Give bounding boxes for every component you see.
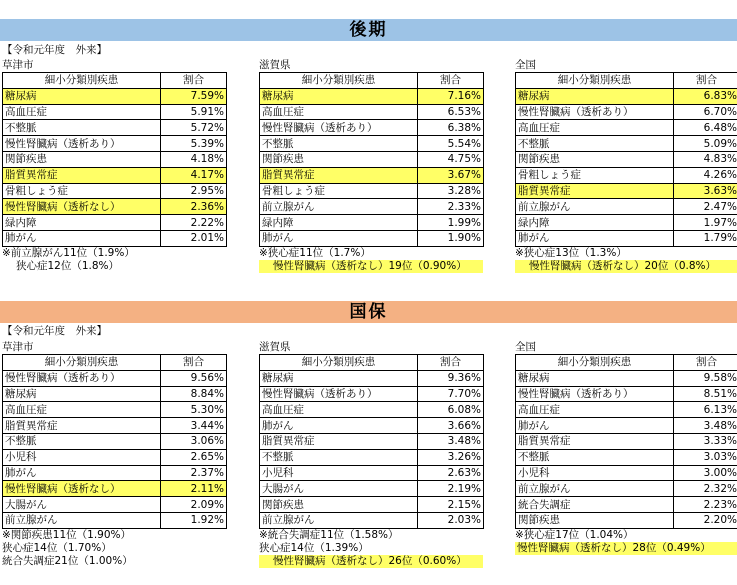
disease-name: 高血圧症 <box>516 120 674 136</box>
disease-name: 前立腺がん <box>516 481 674 497</box>
table-row <box>3 512 227 528</box>
disease-ratio: 2.95% <box>161 183 227 199</box>
table-row <box>516 497 737 513</box>
table-row <box>516 183 737 199</box>
block-national <box>515 341 737 555</box>
header-disease: 細小分類別疾患 <box>3 73 161 89</box>
table-row <box>516 167 737 183</box>
disease-name: 肺がん <box>516 418 674 434</box>
disease-name: 不整脈 <box>260 136 418 152</box>
table-row <box>260 386 484 402</box>
footnote: ※前立腺がん11位（1.9%） <box>2 246 135 259</box>
disease-ratio: 7.70% <box>418 386 484 402</box>
table-row <box>260 151 484 167</box>
block-kusatsu <box>2 59 226 273</box>
footnote: ※統合失調症11位（1.58%） <box>259 528 399 541</box>
disease-name: 不整脈 <box>3 433 161 449</box>
disease-ratio: 3.03% <box>674 449 737 465</box>
disease-ratio: 3.63% <box>674 183 737 199</box>
table-header-row <box>3 73 227 89</box>
footnote: 狭心症12位（1.8%） <box>16 259 120 272</box>
disease-name: 慢性腎臓病（透析あり） <box>516 386 674 402</box>
period-label: 【令和元年度 外来】 <box>2 325 107 337</box>
region-label: 草津市 <box>2 59 34 71</box>
table-row <box>260 88 484 104</box>
disease-ratio: 2.15% <box>418 497 484 513</box>
disease-name: 関節疾患 <box>3 151 161 167</box>
disease-ratio: 2.03% <box>418 512 484 528</box>
disease-name: 高血圧症 <box>3 104 161 120</box>
footnote: 狭心症14位（1.39%） <box>259 541 369 554</box>
footnote: 慢性腎臓病（透析なし）20位（0.8%） <box>515 260 737 273</box>
table-row <box>516 151 737 167</box>
disease-ratio: 7.16% <box>418 88 484 104</box>
disease-name: 糖尿病 <box>260 88 418 104</box>
disease-ratio: 2.63% <box>418 465 484 481</box>
table-row <box>260 120 484 136</box>
table-row <box>516 370 737 386</box>
disease-name: 高血圧症 <box>260 402 418 418</box>
table-row <box>516 481 737 497</box>
section-title-kokuho: 国保 <box>0 301 737 323</box>
disease-ratio: 1.97% <box>674 215 737 231</box>
table-row <box>3 465 227 481</box>
disease-table <box>515 72 737 247</box>
disease-name: 肺がん <box>260 418 418 434</box>
disease-ratio: 9.36% <box>418 370 484 386</box>
disease-name: 関節疾患 <box>516 512 674 528</box>
disease-name: 糖尿病 <box>516 88 674 104</box>
disease-name: 糖尿病 <box>516 370 674 386</box>
disease-ratio: 4.75% <box>418 151 484 167</box>
disease-table <box>2 354 227 529</box>
table-header-row <box>516 73 737 89</box>
disease-ratio: 1.92% <box>161 512 227 528</box>
disease-name: 慢性腎臓病（透析あり） <box>3 136 161 152</box>
table-row <box>260 104 484 120</box>
disease-table <box>2 72 227 247</box>
disease-ratio: 1.99% <box>418 215 484 231</box>
disease-ratio: 2.22% <box>161 215 227 231</box>
disease-name: 糖尿病 <box>260 370 418 386</box>
disease-name: 肺がん <box>260 230 418 246</box>
disease-name: 慢性腎臓病（透析あり） <box>260 120 418 136</box>
footnote: 統合失調症21位（1.00%） <box>2 554 133 567</box>
disease-ratio: 4.83% <box>674 151 737 167</box>
disease-ratio: 3.26% <box>418 449 484 465</box>
region-label: 全国 <box>515 341 536 353</box>
disease-name: 慢性腎臓病（透析あり） <box>260 386 418 402</box>
disease-name: 緑内障 <box>516 215 674 231</box>
disease-name: 小児科 <box>260 465 418 481</box>
disease-name: 脂質異常症 <box>260 433 418 449</box>
disease-ratio: 2.19% <box>418 481 484 497</box>
table-row <box>516 386 737 402</box>
table-header-row <box>516 355 737 371</box>
table-row <box>3 481 227 497</box>
table-row <box>516 418 737 434</box>
disease-name: 関節疾患 <box>260 151 418 167</box>
disease-name: 大腸がん <box>3 497 161 513</box>
disease-name: 肺がん <box>516 230 674 246</box>
disease-name: 関節疾患 <box>516 151 674 167</box>
table-row <box>3 418 227 434</box>
table-row <box>516 512 737 528</box>
disease-ratio: 9.58% <box>674 370 737 386</box>
disease-ratio: 5.39% <box>161 136 227 152</box>
disease-ratio: 8.84% <box>161 386 227 402</box>
table-row <box>260 402 484 418</box>
disease-name: 不整脈 <box>3 120 161 136</box>
header-ratio: 割合 <box>418 73 484 89</box>
disease-ratio: 2.32% <box>674 481 737 497</box>
disease-ratio: 2.47% <box>674 199 737 215</box>
disease-ratio: 2.65% <box>161 449 227 465</box>
table-row <box>260 167 484 183</box>
region-label: 草津市 <box>2 341 34 353</box>
disease-name: 緑内障 <box>260 215 418 231</box>
header-ratio: 割合 <box>161 73 227 89</box>
disease-name: 関節疾患 <box>260 497 418 513</box>
disease-ratio: 6.53% <box>418 104 484 120</box>
table-row <box>260 215 484 231</box>
disease-ratio: 2.23% <box>674 497 737 513</box>
disease-name: 高血圧症 <box>3 402 161 418</box>
header-ratio: 割合 <box>418 355 484 371</box>
disease-ratio: 3.67% <box>418 167 484 183</box>
disease-ratio: 3.28% <box>418 183 484 199</box>
table-row <box>3 402 227 418</box>
disease-name: 肺がん <box>3 230 161 246</box>
disease-name: 統合失調症 <box>516 497 674 513</box>
table-row <box>516 230 737 246</box>
disease-ratio: 4.17% <box>161 167 227 183</box>
disease-name: 不整脈 <box>516 136 674 152</box>
block-shiga <box>259 59 483 273</box>
table-row <box>516 433 737 449</box>
disease-ratio: 2.11% <box>161 481 227 497</box>
region-label: 滋賀県 <box>259 59 291 71</box>
disease-name: 肺がん <box>3 465 161 481</box>
table-row <box>516 120 737 136</box>
footnote: ※関節疾患11位（1.90%） <box>2 528 132 541</box>
table-row <box>3 151 227 167</box>
disease-ratio: 5.91% <box>161 104 227 120</box>
table-row <box>3 104 227 120</box>
disease-name: 骨粗しょう症 <box>260 183 418 199</box>
table-header-row <box>260 73 484 89</box>
disease-name: 不整脈 <box>516 449 674 465</box>
disease-name: 大腸がん <box>260 481 418 497</box>
disease-ratio: 6.70% <box>674 104 737 120</box>
disease-name: 脂質異常症 <box>516 433 674 449</box>
table-row <box>3 449 227 465</box>
table-row <box>260 183 484 199</box>
disease-ratio: 7.59% <box>161 88 227 104</box>
period-label: 【令和元年度 外来】 <box>2 44 107 56</box>
disease-table <box>259 354 484 529</box>
disease-ratio: 3.66% <box>418 418 484 434</box>
disease-name: 骨粗しょう症 <box>3 183 161 199</box>
disease-name: 前立腺がん <box>3 512 161 528</box>
disease-ratio: 6.13% <box>674 402 737 418</box>
disease-name: 前立腺がん <box>260 199 418 215</box>
disease-ratio: 6.48% <box>674 120 737 136</box>
table-header-row <box>260 355 484 371</box>
table-row <box>516 104 737 120</box>
disease-ratio: 4.26% <box>674 167 737 183</box>
disease-ratio: 3.48% <box>418 433 484 449</box>
disease-name: 骨粗しょう症 <box>516 167 674 183</box>
disease-name: 慢性腎臓病（透析なし） <box>3 481 161 497</box>
disease-ratio: 5.54% <box>418 136 484 152</box>
disease-name: 脂質異常症 <box>260 167 418 183</box>
table-row <box>260 433 484 449</box>
disease-name: 小児科 <box>516 465 674 481</box>
table-row <box>3 230 227 246</box>
disease-ratio: 8.51% <box>674 386 737 402</box>
table-row <box>3 120 227 136</box>
table-row <box>516 465 737 481</box>
footnote: 慢性腎臓病（透析なし）26位（0.60%） <box>259 555 483 568</box>
block-shiga <box>259 341 483 568</box>
disease-ratio: 2.37% <box>161 465 227 481</box>
disease-ratio: 3.44% <box>161 418 227 434</box>
header-disease: 細小分類別疾患 <box>3 355 161 371</box>
footnote: 狭心症14位（1.70%） <box>2 541 112 554</box>
table-row <box>260 199 484 215</box>
header-disease: 細小分類別疾患 <box>516 73 674 89</box>
disease-ratio: 6.38% <box>418 120 484 136</box>
disease-ratio: 3.00% <box>674 465 737 481</box>
table-row <box>516 88 737 104</box>
disease-ratio: 1.79% <box>674 230 737 246</box>
disease-ratio: 2.33% <box>418 199 484 215</box>
header-ratio: 割合 <box>674 73 737 89</box>
disease-name: 慢性腎臓病（透析あり） <box>516 104 674 120</box>
footnote: ※狭心症17位（1.04%） <box>515 528 634 541</box>
table-row <box>3 167 227 183</box>
disease-name: 前立腺がん <box>516 199 674 215</box>
disease-name: 慢性腎臓病（透析あり） <box>3 370 161 386</box>
table-row <box>516 199 737 215</box>
table-row <box>3 370 227 386</box>
disease-table <box>259 72 484 247</box>
disease-name: 糖尿病 <box>3 386 161 402</box>
table-row <box>260 418 484 434</box>
disease-table <box>515 354 737 529</box>
header-disease: 細小分類別疾患 <box>516 355 674 371</box>
disease-ratio: 3.48% <box>674 418 737 434</box>
footnote: ※狭心症11位（1.7%） <box>259 246 371 259</box>
table-row <box>3 497 227 513</box>
disease-ratio: 3.06% <box>161 433 227 449</box>
disease-name: 前立腺がん <box>260 512 418 528</box>
table-row <box>260 136 484 152</box>
table-row <box>260 512 484 528</box>
disease-name: 不整脈 <box>260 449 418 465</box>
table-row <box>3 199 227 215</box>
disease-ratio: 2.01% <box>161 230 227 246</box>
table-row <box>516 215 737 231</box>
disease-name: 慢性腎臓病（透析なし） <box>3 199 161 215</box>
disease-ratio: 4.18% <box>161 151 227 167</box>
disease-ratio: 1.90% <box>418 230 484 246</box>
disease-ratio: 2.09% <box>161 497 227 513</box>
table-row <box>3 386 227 402</box>
disease-ratio: 6.83% <box>674 88 737 104</box>
table-row <box>260 370 484 386</box>
disease-name: 小児科 <box>3 449 161 465</box>
disease-name: 高血圧症 <box>260 104 418 120</box>
table-row <box>3 183 227 199</box>
table-row <box>3 136 227 152</box>
section-title-kouki: 後期 <box>0 19 737 41</box>
disease-name: 脂質異常症 <box>3 418 161 434</box>
header-ratio: 割合 <box>161 355 227 371</box>
disease-ratio: 5.72% <box>161 120 227 136</box>
table-row <box>3 215 227 231</box>
disease-ratio: 5.09% <box>674 136 737 152</box>
disease-name: 糖尿病 <box>3 88 161 104</box>
block-kusatsu <box>2 341 226 568</box>
table-row <box>516 136 737 152</box>
disease-name: 脂質異常症 <box>3 167 161 183</box>
table-row <box>3 88 227 104</box>
footnote: ※狭心症13位（1.3%） <box>515 246 627 259</box>
disease-name: 脂質異常症 <box>516 183 674 199</box>
table-row <box>260 449 484 465</box>
footnote: 慢性腎臓病（透析なし）19位（0.90%） <box>259 260 483 273</box>
table-row <box>260 481 484 497</box>
disease-ratio: 2.20% <box>674 512 737 528</box>
region-label: 全国 <box>515 59 536 71</box>
disease-name: 緑内障 <box>3 215 161 231</box>
table-row <box>3 433 227 449</box>
table-row <box>260 230 484 246</box>
disease-ratio: 6.08% <box>418 402 484 418</box>
block-national <box>515 59 737 273</box>
header-disease: 細小分類別疾患 <box>260 355 418 371</box>
disease-ratio: 5.30% <box>161 402 227 418</box>
table-row <box>516 402 737 418</box>
disease-ratio: 9.56% <box>161 370 227 386</box>
footnote: 慢性腎臓病（透析なし）28位（0.49%） <box>515 542 737 555</box>
disease-ratio: 2.36% <box>161 199 227 215</box>
table-row <box>516 449 737 465</box>
header-disease: 細小分類別疾患 <box>260 73 418 89</box>
disease-ratio: 3.33% <box>674 433 737 449</box>
table-row <box>260 465 484 481</box>
disease-name: 高血圧症 <box>516 402 674 418</box>
region-label: 滋賀県 <box>259 341 291 353</box>
header-ratio: 割合 <box>674 355 737 371</box>
table-row <box>260 497 484 513</box>
table-header-row <box>3 355 227 371</box>
